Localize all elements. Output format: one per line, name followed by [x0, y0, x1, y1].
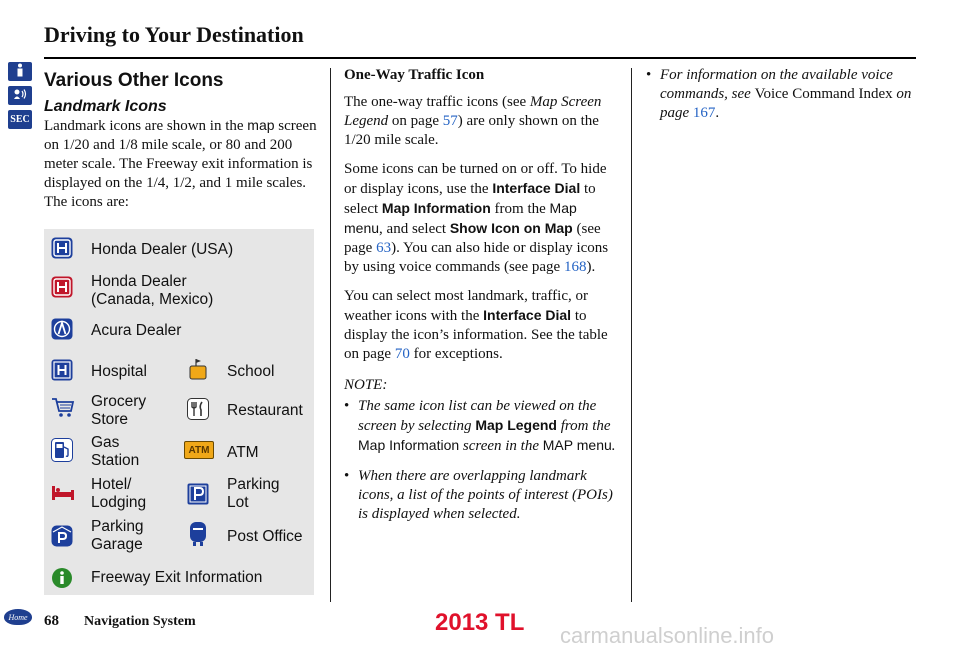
column-divider: [631, 68, 632, 602]
info-icon: [14, 63, 26, 80]
grocery-store-icon: [51, 396, 73, 418]
page-link[interactable]: 70: [394, 346, 410, 362]
parking-lot-icon: [187, 483, 209, 505]
icon-label: Freeway Exit Information: [91, 569, 263, 586]
icon-label: Honda Dealer (USA): [91, 241, 234, 258]
list-item: • For information on the available voice commands, see Voice Command Index on page 167.: [646, 66, 916, 123]
icon-label: Hospital: [91, 363, 147, 380]
icon-label: Restaurant: [227, 402, 303, 419]
icon-label: Hotel/ Lodging: [91, 476, 147, 511]
gas-station-icon: [51, 438, 73, 460]
icon-label: Parking Garage: [91, 518, 144, 553]
icon-label: Grocery Store: [91, 393, 147, 428]
icon-label: Parking Lot: [227, 476, 280, 511]
icon-label: Gas Station: [91, 434, 140, 469]
landmark-intro: Landmark icons are shown in the map screen on 1/20 and 1/8 mile scale, or 80 and 200 meter scale. The Freeway exit information is displayed on the 1/4, 1/2, and 1 mile scales. The icons are:: [44, 117, 317, 210]
subsection-title: Landmark Icons: [44, 98, 167, 115]
home-icon[interactable]: Home: [4, 609, 32, 625]
freeway-exit-info-icon: [51, 567, 73, 589]
landmark-icon-table: [44, 229, 314, 595]
page-title: Driving to Your Destination: [44, 22, 304, 47]
icon-label: Post Office: [227, 528, 303, 545]
icon-label: Acura Dealer: [91, 322, 182, 339]
page-link[interactable]: 168: [563, 259, 587, 275]
watermark: carmanualsonline.info: [560, 623, 775, 648]
list-item: • When there are overlapping landmark icons, a list of the points of interest (POIs) is displayed when selected.: [344, 467, 616, 524]
honda-dealer-usa-icon: [51, 237, 73, 259]
section-title: Various Other Icons: [44, 70, 224, 91]
header-divider: [44, 57, 916, 59]
page-number: 68: [44, 613, 59, 629]
hotel-lodging-icon: [51, 482, 73, 504]
icon-label: ATM: [227, 444, 259, 461]
footer-section-label: Navigation System: [84, 614, 196, 629]
atm-icon: ATM: [184, 441, 214, 459]
info-tab[interactable]: [8, 62, 32, 81]
sec-label: SEC: [10, 114, 30, 125]
icon-label: School: [227, 363, 275, 380]
post-office-icon: [189, 521, 211, 543]
model-label: 2013 TL: [435, 609, 525, 636]
honda-dealer-canada-icon: [51, 276, 73, 298]
hospital-icon: [51, 359, 73, 381]
school-icon: [187, 357, 209, 379]
note-list: [646, 66, 916, 123]
voice-tab[interactable]: [8, 86, 32, 105]
select-icon-paragraph: You can select most landmark, traffic, or weather icons with the Interface Dial to display the icon’s information. See the table on page 70 for exceptions.: [344, 288, 608, 362]
one-way-paragraph: The one-way traffic icons (see Map Screen Legend on page 57) are only shown on the 1/20 mile scale.: [344, 94, 602, 148]
parking-garage-icon: [51, 525, 73, 547]
list-item: • The same icon list can be viewed on the screen by selecting Map Legend from the Map Information screen in the MAP menu.: [344, 397, 616, 456]
voice-icon: [13, 88, 27, 103]
page-link[interactable]: 57: [442, 113, 458, 129]
sec-tab[interactable]: [8, 110, 32, 129]
show-icon-paragraph: Some icons can be turned on or off. To hide or display icons, use the Interface Dial to select Map Information from the Map menu, and select Show Icon on Map (see page 63). You can also hide or display icons by using voice commands (see page 168).: [344, 161, 609, 275]
icon-label: Honda Dealer (Canada, Mexico): [91, 273, 214, 308]
note-label: NOTE:: [344, 377, 388, 393]
column-divider: [330, 68, 331, 602]
note-list: [344, 397, 616, 524]
one-way-heading: One-Way Traffic Icon: [344, 67, 485, 83]
page-link[interactable]: 167: [692, 105, 716, 121]
acura-dealer-icon: [51, 318, 73, 340]
page-link[interactable]: 63: [376, 240, 392, 256]
restaurant-icon: [187, 398, 209, 420]
